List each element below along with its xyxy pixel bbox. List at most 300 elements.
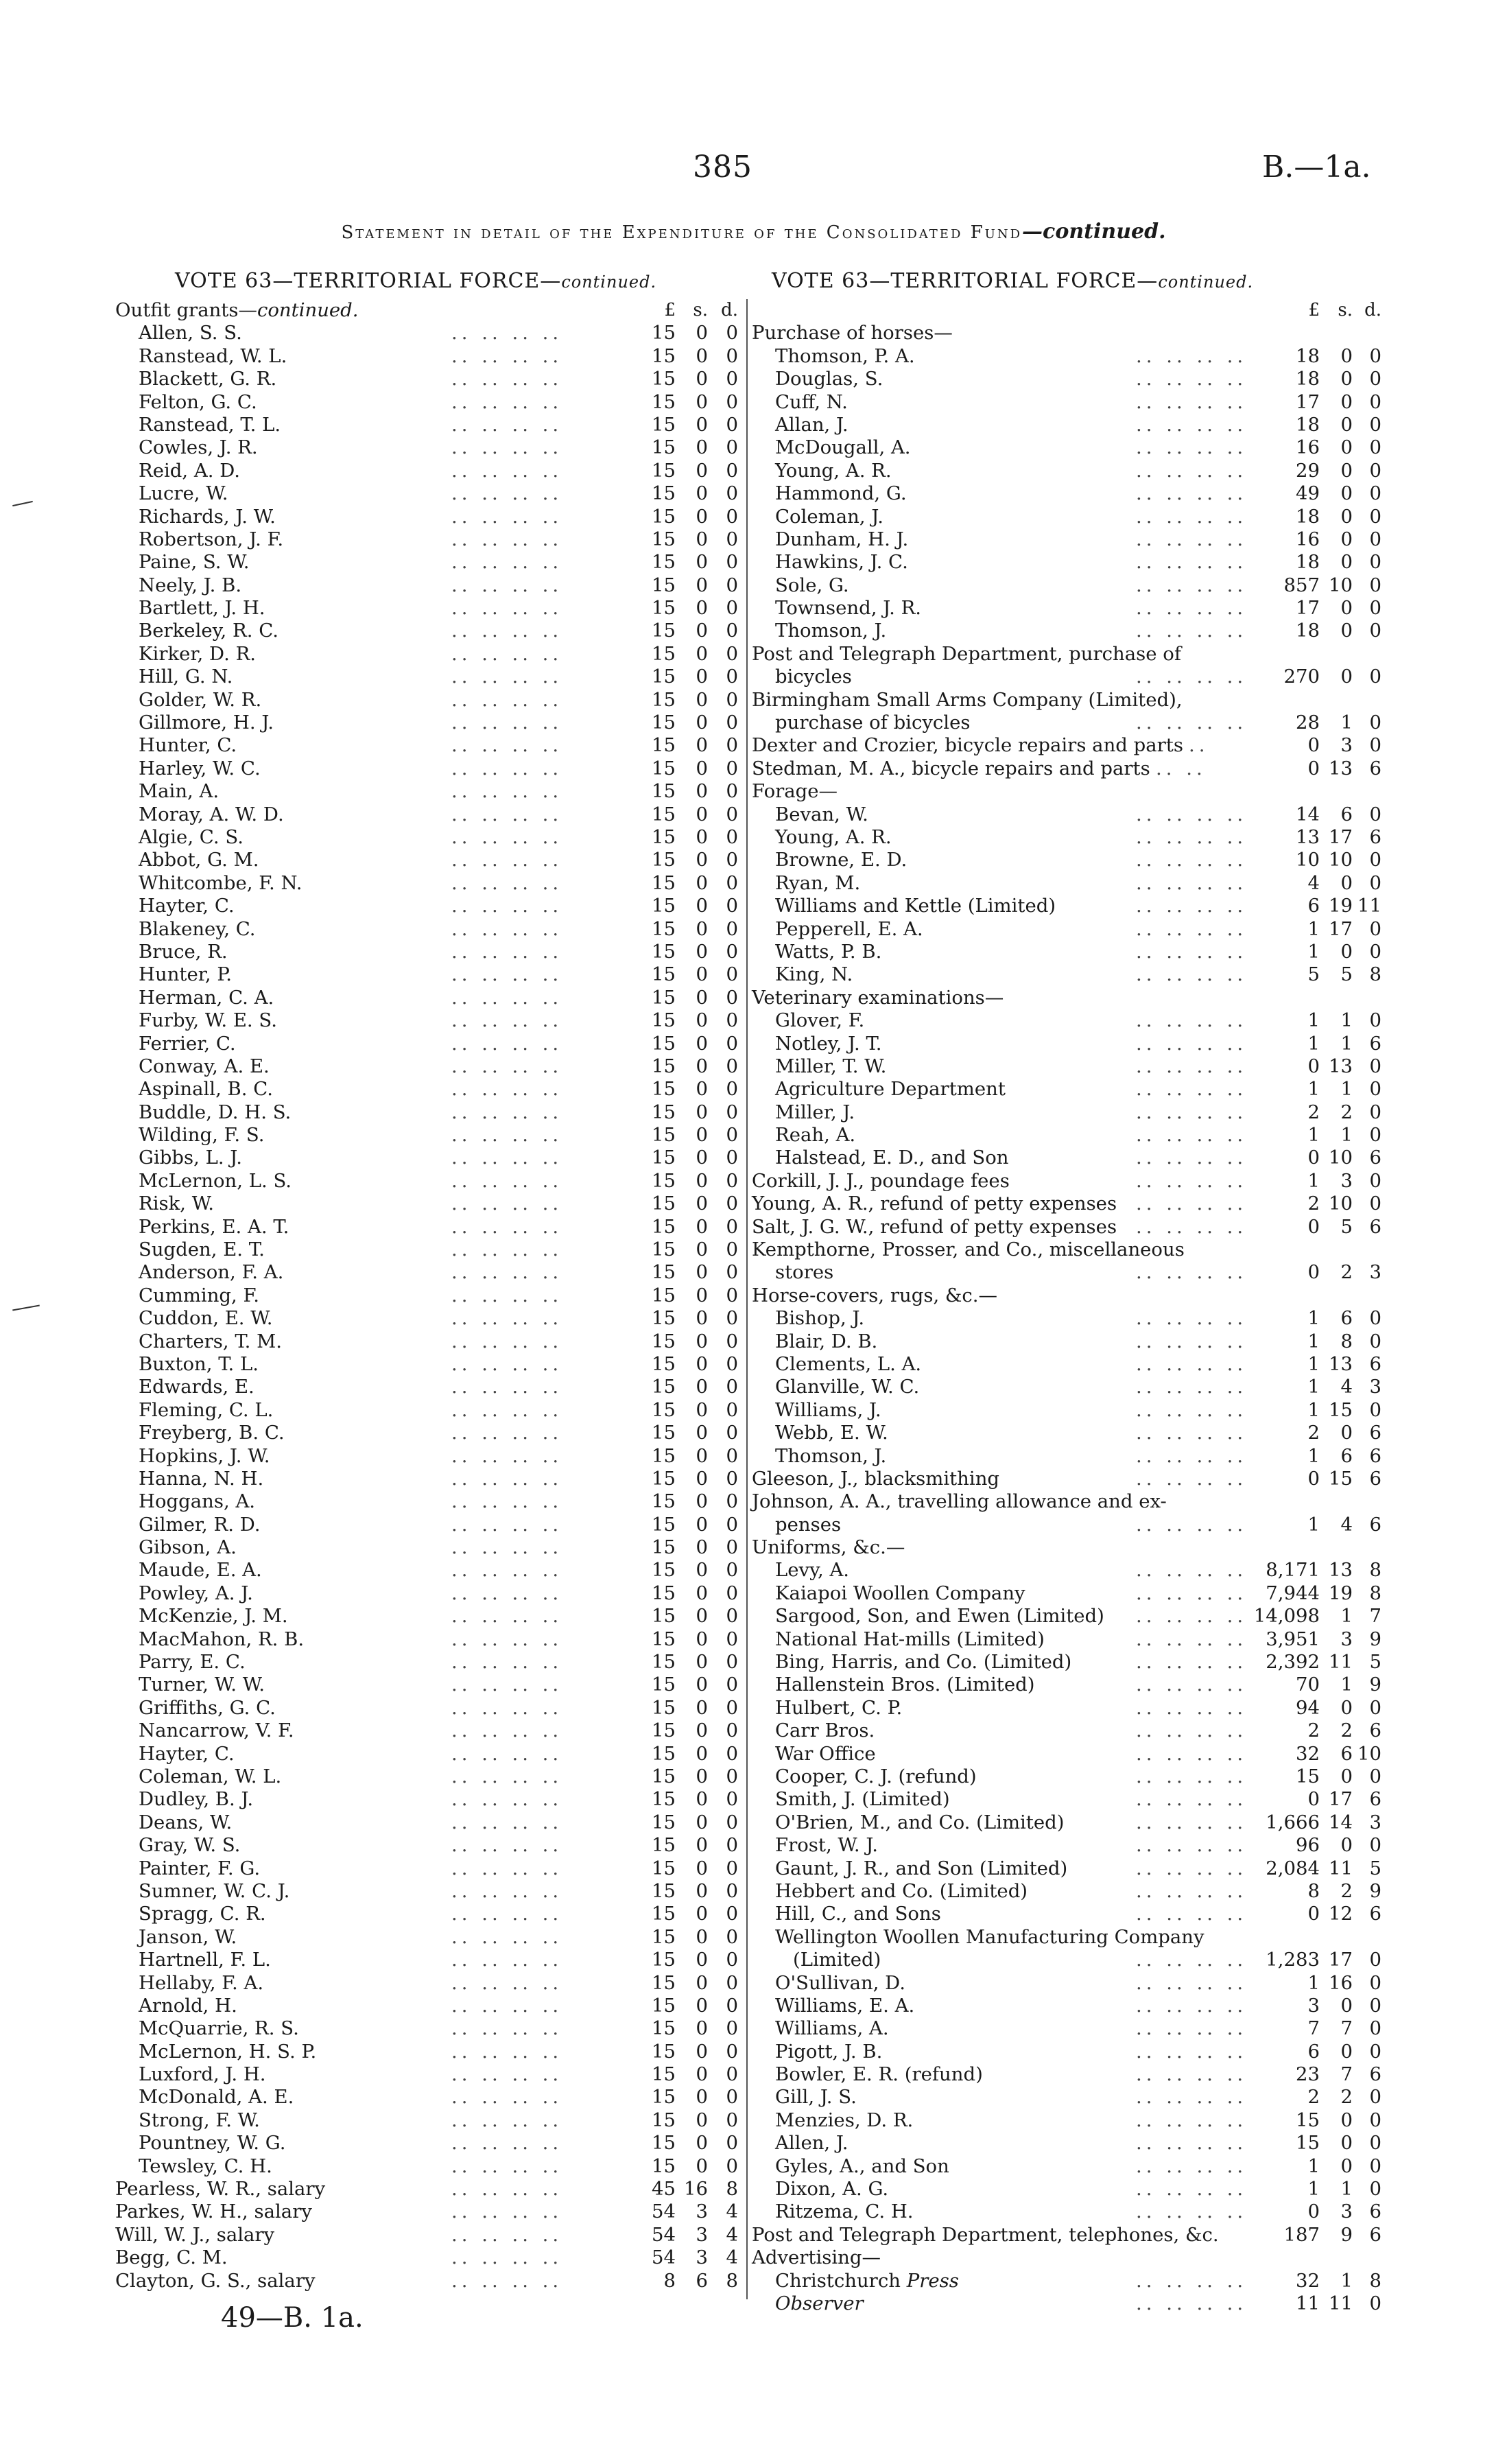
amount-shillings: 0 <box>696 917 708 940</box>
amount-pounds: 0 <box>1307 1788 1320 1811</box>
salary-row <box>115 2246 741 2269</box>
page-number: 385 <box>693 150 752 185</box>
amount-pence: 0 <box>726 917 738 940</box>
leader-dots: .. .. .. .. <box>451 1582 563 1604</box>
amount-shillings: 5 <box>1340 963 1353 986</box>
entry-name-text: (Limited) <box>793 1949 881 1971</box>
amount-pounds: 15 <box>652 1261 676 1284</box>
entry-name <box>139 734 237 757</box>
leader-dots: .. .. .. .. <box>451 734 563 757</box>
entry-name <box>752 1216 1117 1239</box>
leader-dots: .. .. .. .. <box>451 2269 563 2292</box>
entry-name <box>139 1697 276 1720</box>
entry-name <box>775 1582 1025 1605</box>
entry-name <box>775 1628 1045 1651</box>
amount-pence: 0 <box>726 734 738 757</box>
entry-name <box>139 1399 273 1422</box>
amount-pounds: 15 <box>1296 2132 1320 2155</box>
amount-pounds: 15 <box>652 986 676 1009</box>
amount-pence: 9 <box>1369 1674 1381 1696</box>
amount-shillings: 13 <box>1329 1055 1353 1077</box>
amount-pounds: 0 <box>1307 2201 1320 2223</box>
amount-shillings: 3 <box>696 2223 708 2246</box>
outfit-grant-row <box>115 1330 741 1353</box>
leader-dots: .. .. .. .. <box>1136 1628 1248 1650</box>
amount-shillings: 0 <box>696 1467 708 1490</box>
entry-name <box>139 1628 304 1651</box>
amount-pence: 6 <box>1369 1444 1381 1467</box>
leader-dots: .. .. .. .. <box>451 344 563 367</box>
leader-dots: .. .. .. .. <box>1136 459 1248 482</box>
leader-dots: .. .. .. .. <box>451 1467 563 1490</box>
amount-shillings: 0 <box>696 1239 708 1261</box>
section-title-text: Outfit grants— <box>115 299 257 321</box>
outfit-grant-row <box>115 322 741 344</box>
entry-name <box>775 574 849 597</box>
expenditure-row <box>752 2201 1383 2223</box>
entry-name <box>775 1353 921 1376</box>
amount-pounds: 7,944 <box>1266 1582 1320 1604</box>
entry-name-text: Gyles, A., and Son <box>775 2155 949 2177</box>
salary-row <box>115 2270 741 2292</box>
amount-pence: 0 <box>726 322 738 344</box>
outfit-grant-row <box>115 1674 741 1696</box>
entry-name <box>775 1720 875 1742</box>
amount-pence: 6 <box>1369 1032 1381 1055</box>
entry-name <box>752 1284 997 1307</box>
entry-name <box>775 1147 1009 1169</box>
entry-name <box>115 2270 316 2292</box>
entry-name <box>139 1720 294 1742</box>
amount-pounds: 1 <box>1307 1398 1320 1421</box>
entry-name <box>139 987 274 1009</box>
leader-dots: .. .. .. .. <box>451 528 563 550</box>
amount-shillings: 3 <box>696 2246 708 2269</box>
outfit-grant-row <box>115 1422 741 1444</box>
leader-dots: .. .. .. .. <box>1136 413 1248 436</box>
amount-pounds: 15 <box>652 1811 676 1833</box>
amount-pence: 0 <box>726 1605 738 1628</box>
amount-pence: 6 <box>1369 2063 1381 2086</box>
entry-name <box>775 1995 914 2017</box>
outfit-grant-row <box>115 895 741 917</box>
entry-name <box>775 1743 876 1765</box>
entry-name <box>775 1445 886 1468</box>
expenditure-row <box>752 1628 1383 1651</box>
amount-shillings: 0 <box>696 2132 708 2155</box>
entry-name-text: Agriculture Department <box>775 1078 1006 1101</box>
entry-name <box>775 2086 857 2109</box>
entry-name-text: Berkeley, R. C. <box>139 620 278 642</box>
outfit-grant-row <box>115 1720 741 1742</box>
amount-pounds: 1 <box>1307 1376 1320 1398</box>
entry-name <box>139 482 228 505</box>
leader-dots: .. .. .. .. <box>451 895 563 917</box>
amount-shillings: 6 <box>1340 1444 1353 1467</box>
amount-pence: 0 <box>1369 917 1381 940</box>
amount-pence: 0 <box>1369 528 1381 550</box>
leader-dots: .. .. .. .. <box>1136 1788 1248 1811</box>
amount-shillings: 0 <box>696 2086 708 2109</box>
amount-pence: 10 <box>1357 1742 1381 1765</box>
entry-name <box>775 1674 1034 1696</box>
entry-name-text: McLernon, L. S. <box>139 1169 292 1192</box>
outfit-grant-row <box>115 643 741 666</box>
amount-shillings: 0 <box>696 1742 708 1765</box>
entry-name-text: Cuddon, E. W. <box>139 1307 273 1330</box>
amount-pounds: 15 <box>652 1124 676 1147</box>
entry-name <box>775 1033 882 1055</box>
outfit-grant-row <box>115 1514 741 1536</box>
entry-name <box>775 1972 905 1995</box>
entry-name <box>139 643 256 666</box>
outfit-grant-row <box>115 506 741 528</box>
amount-pence: 0 <box>726 413 738 436</box>
entry-name-text: Glanville, W. C. <box>775 1376 920 1398</box>
entry-name-text: Furby, W. E. S. <box>139 1009 278 1032</box>
amount-shillings: 0 <box>696 1376 708 1398</box>
amount-pounds: 15 <box>652 1193 676 1215</box>
amount-shillings: 0 <box>1340 871 1353 894</box>
entry-name-text: Hammond, G. <box>775 482 907 505</box>
entry-name <box>775 1765 977 1788</box>
leader-dots: .. .. .. .. <box>1136 1398 1248 1421</box>
leader-dots: .. .. .. .. <box>451 1879 563 1902</box>
entry-name-text: Hunter, C. <box>139 734 237 757</box>
expenditure-row <box>752 460 1383 482</box>
outfit-grant-row <box>115 436 741 459</box>
entry-name-text: Douglas, S. <box>775 368 883 390</box>
entry-name-text: purchase of bicycles <box>775 712 971 734</box>
amount-pounds: 1 <box>1307 1971 1320 1994</box>
outfit-grant-row <box>115 1926 741 1949</box>
entry-name-text: O'Sullivan, D. <box>775 1971 905 1994</box>
leader-dots: .. .. .. .. <box>1136 597 1248 620</box>
entry-name <box>139 597 265 620</box>
entry-name-text: Ryan, M. <box>775 871 861 894</box>
leader-dots: .. .. .. .. <box>451 1215 563 1238</box>
amount-pence: 0 <box>726 1307 738 1330</box>
amount-pence: 0 <box>1369 1169 1381 1192</box>
entry-name-text: Hallenstein Bros. (Limited) <box>775 1674 1035 1696</box>
expenditure-row <box>752 1605 1383 1628</box>
entry-name <box>139 2109 260 2132</box>
leader-dots: .. .. .. .. <box>451 963 563 986</box>
expenditure-row <box>752 1422 1383 1444</box>
amount-shillings: 0 <box>1340 2132 1353 2155</box>
leader-dots: .. .. .. .. <box>451 1788 563 1811</box>
expenditure-row <box>752 1788 1383 1811</box>
amount-pounds: 15 <box>652 871 676 894</box>
entry-name <box>775 2109 913 2132</box>
entry-name-text: Will, W. J., salary <box>115 2223 275 2246</box>
amount-shillings: 0 <box>696 1055 708 1077</box>
entry-name-text: Hopkins, J. W. <box>139 1444 270 1467</box>
amount-pence: 0 <box>726 505 738 528</box>
outfit-grant-row <box>115 1559 741 1582</box>
amount-pounds: 15 <box>652 2109 676 2131</box>
amount-pounds: 29 <box>1296 459 1320 482</box>
leader-dots: .. .. .. .. <box>1136 871 1248 894</box>
amount-pounds: 15 <box>652 1582 676 1604</box>
leader-dots: .. .. .. .. <box>1136 1422 1248 1444</box>
expenditure-row <box>752 574 1383 597</box>
expenditure-row <box>752 1651 1383 1674</box>
entry-name-text: Salt, J. G. W., refund of petty expenses <box>752 1215 1117 1238</box>
left-column <box>115 299 741 2292</box>
entry-name <box>775 2201 914 2223</box>
entry-name-text: Halstead, E. D., and Son <box>775 1147 1009 1169</box>
entry-name <box>775 1811 1064 1834</box>
leader-dots: .. .. .. .. <box>1136 1834 1248 1857</box>
amount-pounds: 1 <box>1307 1352 1320 1375</box>
amount-pence: 0 <box>726 551 738 574</box>
amount-shillings: 0 <box>696 551 708 574</box>
entry-name-text: Gibbs, L. J. <box>139 1147 242 1169</box>
entry-name <box>775 1101 855 1124</box>
amount-shillings: 0 <box>696 1765 708 1787</box>
shillings-header: s. <box>693 300 708 320</box>
leader-dots: .. .. .. .. <box>1136 895 1248 917</box>
entry-name-text: Hawkins, J. C. <box>775 551 908 574</box>
entry-name-text: Coleman, J. <box>775 505 883 528</box>
amount-pence: 0 <box>1369 1398 1381 1421</box>
amount-pence: 0 <box>726 2109 738 2131</box>
amount-pence: 0 <box>1369 2132 1381 2155</box>
entry-name <box>775 1307 864 1330</box>
outfit-grant-row <box>115 2086 741 2109</box>
entry-name <box>775 1078 1006 1101</box>
expenditure-row <box>752 1261 1383 1284</box>
leader-dots: .. .. .. .. <box>1136 1765 1248 1787</box>
amount-pence: 0 <box>1369 666 1381 688</box>
amount-pounds: 15 <box>652 459 676 482</box>
amount-shillings: 6 <box>696 2269 708 2292</box>
outfit-grant-row <box>115 414 741 436</box>
entry-name <box>139 1674 265 1696</box>
leader-dots: .. .. .. .. <box>1136 574 1248 596</box>
outfit-grant-row <box>115 1033 741 1055</box>
amount-pounds: 15 <box>652 917 676 940</box>
leader-dots: .. .. .. .. <box>451 1742 563 1765</box>
entry-name <box>139 1124 264 1147</box>
entry-name <box>139 2155 272 2178</box>
entry-name-text: Griffiths, G. C. <box>139 1696 276 1719</box>
leader-dots: .. .. .. .. <box>451 1605 563 1628</box>
outfit-grant-row <box>115 2155 741 2178</box>
entry-name-text: Main, A. <box>139 780 219 803</box>
entry-name-text: McKenzie, J. M. <box>139 1605 288 1628</box>
entry-name <box>775 436 911 459</box>
section-title-italic: continued. <box>257 299 359 321</box>
outfit-grant-row <box>115 1651 741 1674</box>
amount-shillings: 0 <box>696 1193 708 1215</box>
entry-name <box>752 689 1183 712</box>
amount-pounds: 0 <box>1307 1903 1320 1925</box>
leader-dots: .. .. .. .. <box>451 574 563 596</box>
amount-shillings: 0 <box>696 1879 708 1902</box>
leader-dots: .. .. .. .. <box>451 871 563 894</box>
amount-pence: 0 <box>726 1834 738 1857</box>
leader-dots: .. .. .. .. <box>451 825 563 848</box>
amount-pounds: 0 <box>1307 1055 1320 1077</box>
entry-name-text: Hebbert and Co. (Limited) <box>775 1879 1028 1902</box>
amount-shillings: 15 <box>1329 1467 1353 1490</box>
leader-dots: .. .. .. .. <box>451 1330 563 1352</box>
entry-name-text: Stedman, M. A., bicycle repairs and parts <box>752 757 1150 779</box>
outfit-grant-row <box>115 1834 741 1857</box>
amount-shillings: 0 <box>696 1582 708 1604</box>
entry-name-text: Ferrier, C. <box>139 1032 236 1055</box>
amount-pounds: 270 <box>1283 666 1320 688</box>
entry-name-text: Hartnell, F. L. <box>139 1949 271 1971</box>
leader-dots: .. .. .. .. <box>451 1078 563 1101</box>
amount-shillings: 6 <box>1340 803 1353 825</box>
amount-shillings: 1 <box>1340 1124 1353 1147</box>
amount-pence: 0 <box>1369 1009 1381 1032</box>
entry-name <box>139 1193 214 1215</box>
leader-dots: .. .. .. .. <box>1136 2269 1248 2292</box>
entry-name-text: Dixon, A. G. <box>775 2178 889 2201</box>
entry-name <box>752 2224 1219 2246</box>
entry-name-text: Hanna, N. H. <box>139 1467 264 1490</box>
entry-name-text: Parkes, W. H., salary <box>115 2201 312 2223</box>
outfit-grant-row <box>115 1055 741 1078</box>
leader-dots: .. .. .. .. <box>451 2201 563 2223</box>
outfit-grant-row <box>115 1445 741 1468</box>
amount-pounds: 15 <box>652 1147 676 1169</box>
amount-pence: 4 <box>726 2223 738 2246</box>
entry-name <box>139 1009 277 1032</box>
amount-pence: 0 <box>726 1788 738 1811</box>
leader-dots: .. .. .. .. <box>451 1834 563 1857</box>
amount-shillings: 0 <box>696 666 708 688</box>
outfit-grant-row <box>115 345 741 368</box>
salary-row <box>115 2201 741 2223</box>
amount-shillings: 14 <box>1329 1811 1353 1833</box>
entry-name-text: Veterinary examinations— <box>752 986 1004 1009</box>
entry-name <box>775 1903 941 1925</box>
entry-name-text: Pepperell, E. A. <box>775 917 923 940</box>
amount-shillings: 8 <box>1340 1330 1353 1352</box>
amount-pence: 0 <box>726 1582 738 1604</box>
amount-shillings: 0 <box>696 1215 708 1238</box>
entry-name <box>775 666 852 688</box>
amount-pounds: 17 <box>1296 597 1320 620</box>
expenditure-row <box>752 2246 1383 2269</box>
amount-shillings: 0 <box>1340 1834 1353 1857</box>
entry-name-text: Dunham, H. J. <box>775 528 909 550</box>
amount-shillings: 15 <box>1329 1398 1353 1421</box>
amount-pence: 0 <box>726 436 738 459</box>
outfit-grant-row <box>115 574 741 597</box>
amount-pence: 0 <box>1369 413 1381 436</box>
expenditure-row <box>752 758 1383 780</box>
entry-name <box>793 1949 881 1971</box>
amount-pence: 0 <box>726 1925 738 1948</box>
amount-shillings: 0 <box>696 344 708 367</box>
entry-name-text: Wellington Woollen Manufacturing Company <box>775 1925 1205 1948</box>
entry-name-text: Herman, C. A. <box>139 986 274 1009</box>
amount-shillings: 0 <box>1340 551 1353 574</box>
amount-pounds: 1 <box>1307 1169 1320 1192</box>
leader-dots: .. .. .. .. <box>451 1628 563 1650</box>
amount-pounds: 15 <box>652 1215 676 1238</box>
amount-shillings: 17 <box>1329 1788 1353 1811</box>
leader-dots: .. .. .. .. <box>1136 1009 1248 1032</box>
entry-name <box>139 1353 259 1376</box>
entry-name-text: Frost, W. J. <box>775 1834 879 1857</box>
leader-dots: .. .. .. .. <box>1136 1147 1248 1169</box>
amount-shillings: 0 <box>696 2155 708 2177</box>
amount-pence: 0 <box>1369 871 1381 894</box>
amount-pounds: 15 <box>652 1628 676 1650</box>
leader-dots: .. .. .. .. <box>1136 2017 1248 2040</box>
outfit-grant-row <box>115 1216 741 1239</box>
entry-name <box>775 1514 841 1536</box>
vote-heading-right-text: VOTE 63—TERRITORIAL FORCE— <box>772 269 1159 293</box>
entry-name-text: Christchurch <box>775 2269 907 2292</box>
leader-dots: .. .. .. .. <box>1136 1330 1248 1352</box>
entry-name-italic: Press <box>906 2269 959 2292</box>
expenditure-row <box>752 1559 1383 1582</box>
amount-pence: 0 <box>1369 368 1381 390</box>
amount-shillings: 3 <box>1340 734 1353 757</box>
outfit-grant-row <box>115 391 741 414</box>
amount-shillings: 0 <box>1340 2040 1353 2063</box>
amount-shillings: 0 <box>696 620 708 642</box>
amount-pence: 0 <box>726 1352 738 1375</box>
outfit-grant-row <box>115 1880 741 1903</box>
amount-pence: 0 <box>726 1330 738 1352</box>
leader-dots: .. .. .. .. <box>451 666 563 688</box>
amount-pounds: 15 <box>652 1903 676 1925</box>
outfit-grant-row <box>115 1399 741 1422</box>
entry-name-text: Birmingham Small Arms Company (Limited), <box>752 688 1183 711</box>
expenditure-row <box>752 941 1383 963</box>
entry-name-text: Bruce, R. <box>139 940 228 963</box>
document-reference: B.—1a. <box>1262 150 1371 185</box>
amount-shillings: 0 <box>1340 1422 1353 1444</box>
amount-shillings: 0 <box>696 459 708 482</box>
amount-pence: 0 <box>1369 1055 1381 1077</box>
outfit-grant-row <box>115 1170 741 1193</box>
leader-dots: .. .. .. .. <box>451 1674 563 1696</box>
amount-shillings: 0 <box>1340 390 1353 413</box>
statement-suffix: —continued. <box>1022 220 1166 244</box>
outfit-grant-row <box>115 1101 741 1124</box>
amount-shillings: 2 <box>1340 1261 1353 1284</box>
entry-name-text: Glover, F. <box>775 1009 865 1032</box>
entry-name-text: Menzies, D. R. <box>775 2109 914 2131</box>
leader-dots: .. .. .. .. <box>451 2040 563 2063</box>
amount-pence: 0 <box>726 1903 738 1925</box>
entry-name-text: Miller, J. <box>775 1101 855 1123</box>
entry-name <box>775 1857 1067 1880</box>
amount-pounds: 70 <box>1296 1674 1320 1696</box>
leader-dots: .. .. .. .. <box>1136 1193 1248 1215</box>
amount-pence: 4 <box>726 2246 738 2269</box>
amount-pence: 0 <box>726 1857 738 1879</box>
entry-name-text: Parry, E. C. <box>139 1651 246 1674</box>
amount-shillings: 0 <box>696 1147 708 1169</box>
entry-name <box>139 1926 237 1949</box>
leader-dots: .. .. .. .. <box>451 1147 563 1169</box>
outfit-grant-row <box>115 1536 741 1559</box>
leader-dots: .. .. .. .. <box>1136 1949 1248 1971</box>
amount-pounds: 1,283 <box>1266 1949 1320 1971</box>
amount-shillings: 0 <box>696 1101 708 1123</box>
